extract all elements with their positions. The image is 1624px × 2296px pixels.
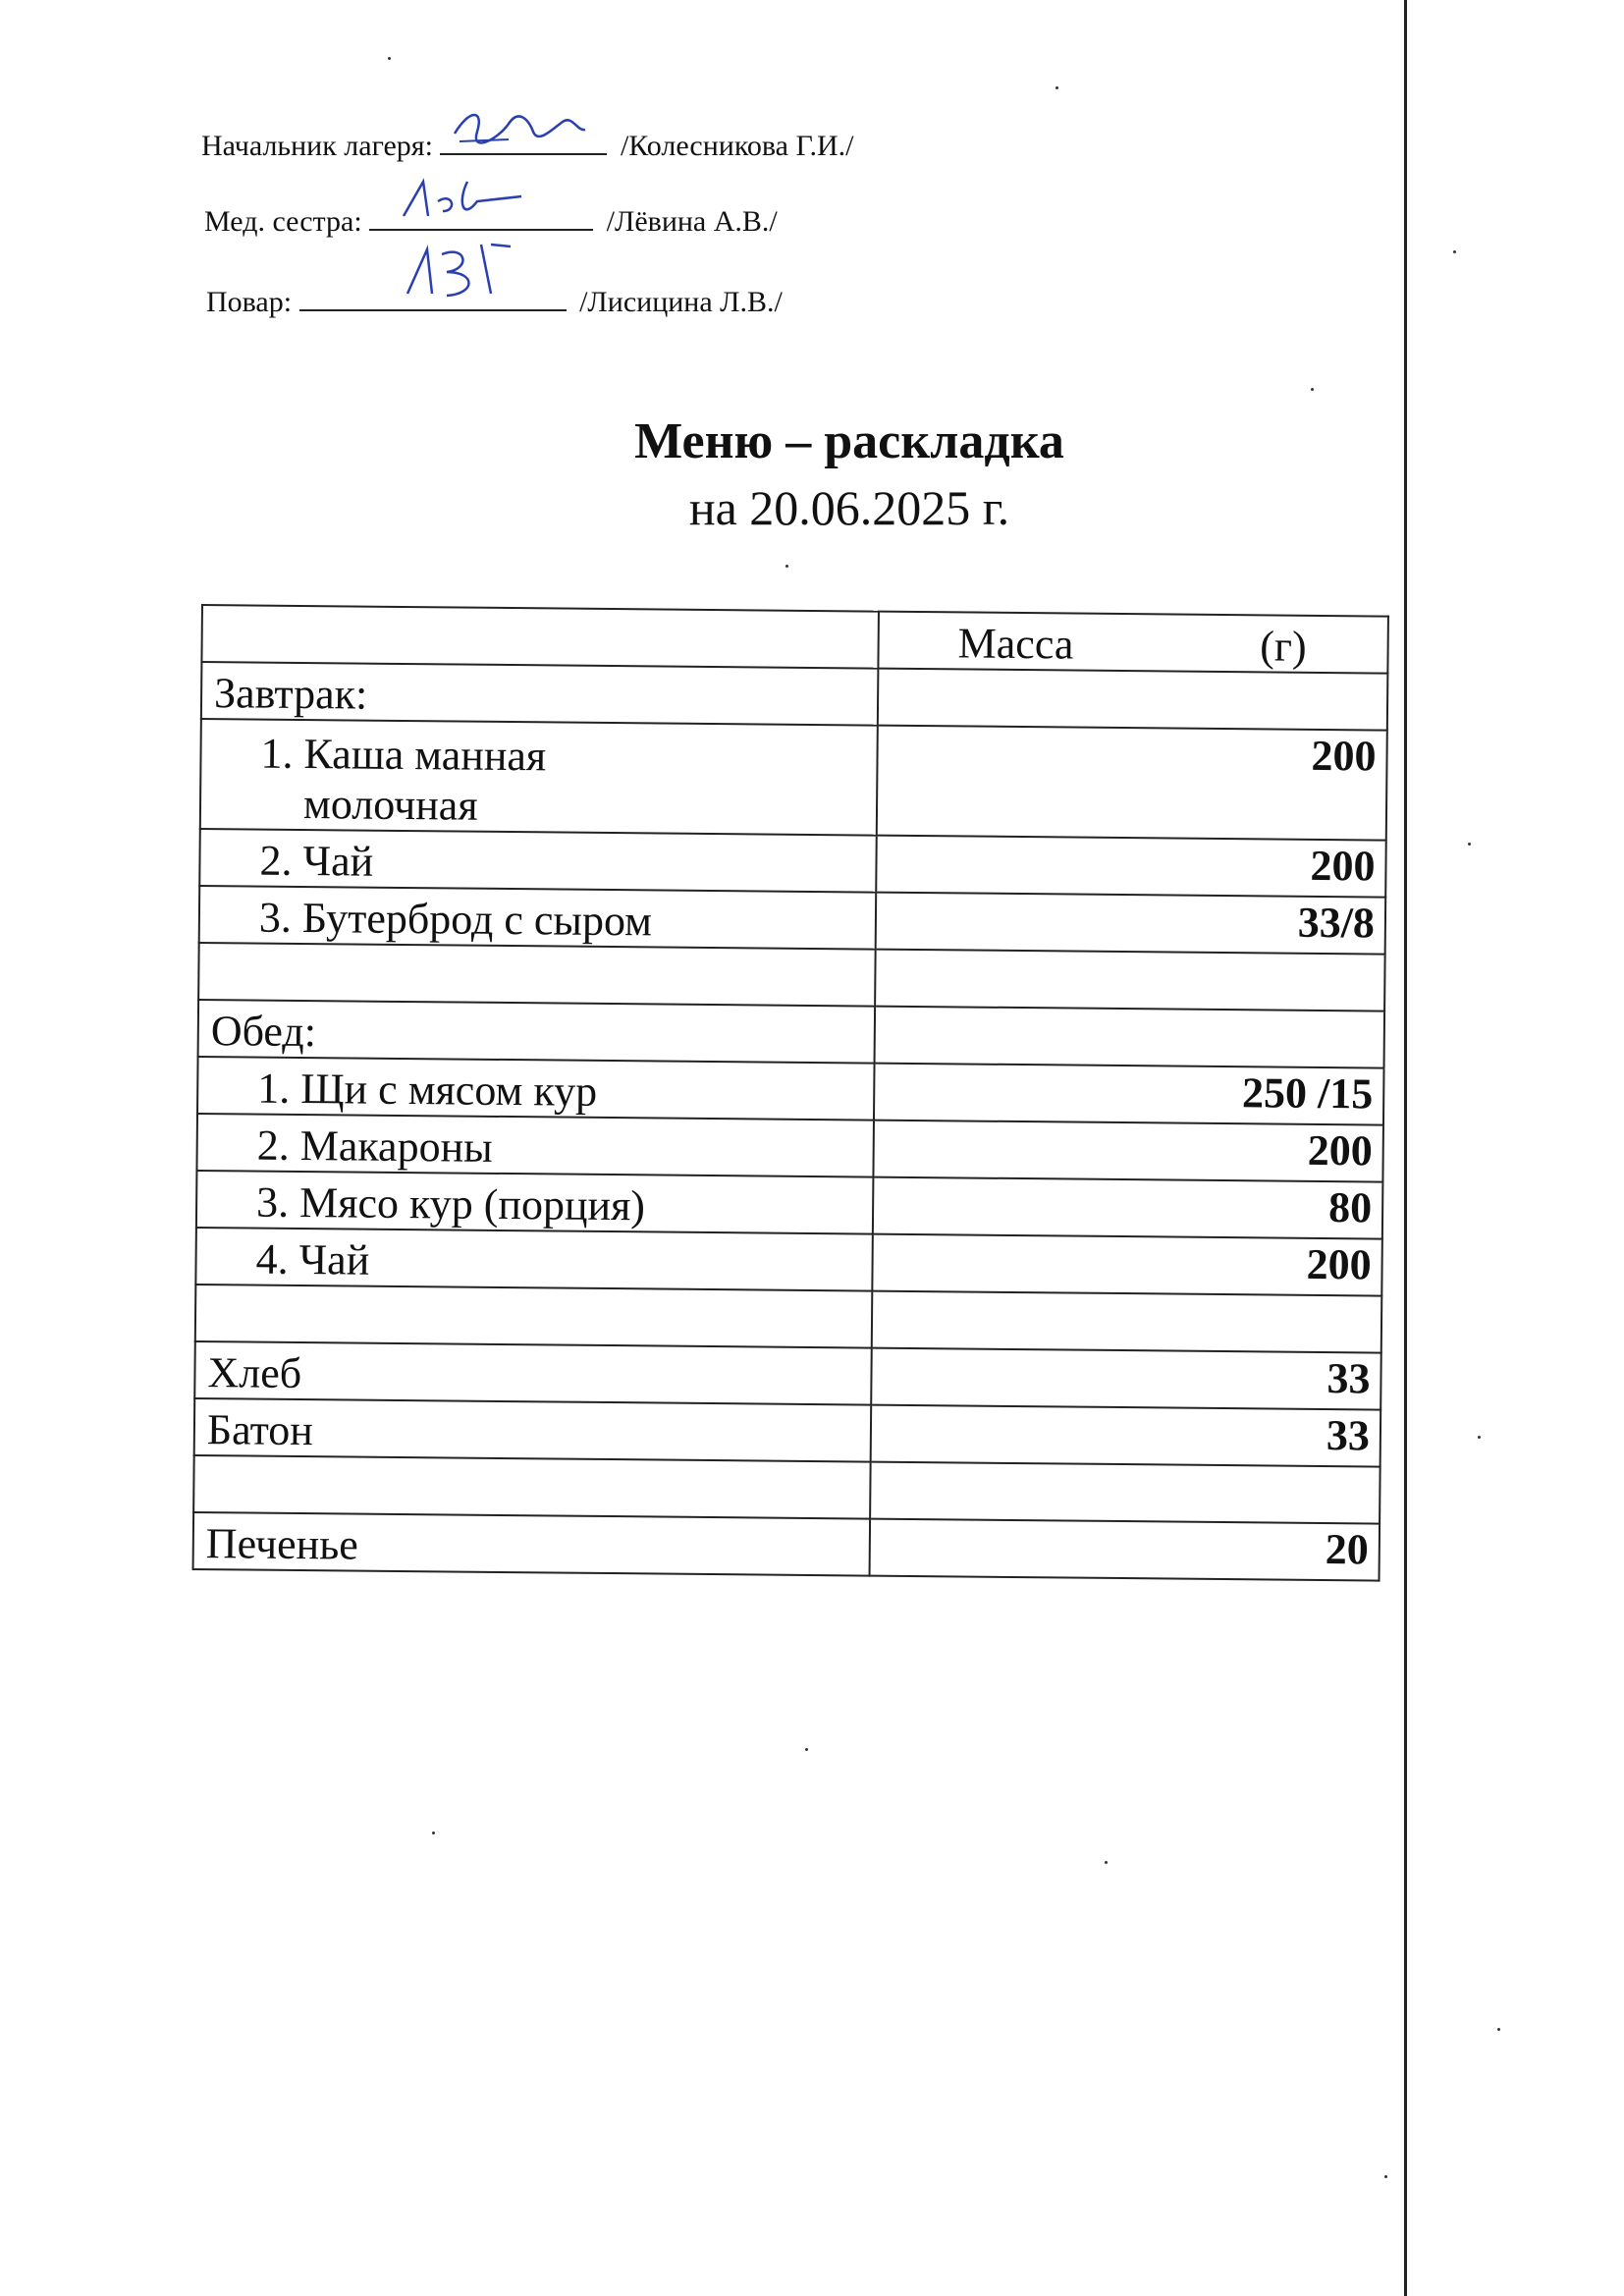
scan-speck — [388, 57, 391, 60]
mass-cell — [875, 1007, 1385, 1068]
item-number: 2. — [256, 1121, 290, 1170]
signature-name: /Колесникова Г.И./ — [620, 130, 854, 162]
handwritten-signature — [399, 172, 526, 226]
signature-line-cook — [206, 282, 783, 319]
menu-item-name — [199, 829, 877, 893]
page-edge-line — [1404, 0, 1407, 2296]
section-label-lunch: Обед: — [198, 1000, 876, 1064]
handwritten-signature — [450, 104, 587, 153]
menu-item-name — [196, 1171, 874, 1234]
item-number: 1. — [257, 1064, 291, 1113]
item-name: Щи с мясом кур — [300, 1064, 598, 1116]
handwritten-signature — [398, 235, 515, 303]
item-name: Каша манная — [303, 730, 547, 781]
scan-speck — [1384, 2175, 1387, 2178]
mass-value: 33/8 — [876, 893, 1386, 955]
empty-cell — [870, 1462, 1380, 1524]
extra-item-name: Хлеб — [194, 1341, 872, 1405]
empty-cell — [872, 1291, 1382, 1353]
mass-value: 20 — [870, 1519, 1380, 1581]
mass-value: 200 — [872, 1234, 1382, 1296]
header-unit-label: (г) — [1260, 622, 1307, 671]
item-name: Мясо кур (порция) — [298, 1177, 646, 1230]
menu-item-name — [197, 1057, 875, 1121]
item-name-continued: молочная — [302, 780, 478, 830]
scan-speck — [1468, 843, 1471, 846]
mass-value: 200 — [873, 1121, 1383, 1182]
mass-value: 250 /15 — [874, 1064, 1384, 1125]
empty-cell — [193, 1455, 871, 1519]
dessert-item-name: Печенье — [193, 1512, 871, 1576]
mass-value: 33 — [871, 1348, 1381, 1410]
mass-value: 80 — [873, 1177, 1383, 1239]
signature-role: Начальник лагеря: — [201, 130, 433, 162]
item-number: 1. — [260, 729, 294, 778]
table-row — [193, 1512, 1380, 1581]
menu-item-name — [196, 1114, 874, 1177]
signature-line-nurse — [204, 201, 778, 239]
item-name: Чай — [298, 1234, 370, 1285]
signature-blank — [369, 201, 593, 231]
document-title: Меню – раскладка — [634, 413, 1064, 469]
menu-table — [192, 604, 1389, 1582]
scan-speck — [1056, 86, 1058, 89]
scan-speck — [1497, 2028, 1500, 2031]
scan-speck — [1478, 1436, 1481, 1439]
header-mass-label: Масса — [957, 619, 1074, 669]
item-number: 3. — [255, 1177, 290, 1227]
scan-speck — [805, 1748, 808, 1751]
item-number: 3. — [258, 893, 293, 942]
document-date: на 20.06.2025 г. — [688, 480, 1010, 535]
header-mass-cell — [878, 612, 1388, 674]
menu-item-name — [200, 719, 878, 836]
empty-cell — [875, 950, 1385, 1011]
extra-item-name: Батон — [194, 1398, 872, 1462]
item-number: 4. — [255, 1234, 289, 1284]
item-number: 2. — [259, 836, 293, 885]
table-row — [200, 719, 1387, 841]
mass-cell — [878, 669, 1388, 731]
section-label-breakfast: Завтрак: — [201, 662, 879, 726]
signature-name: /Лисицина Л.В./ — [579, 286, 783, 318]
menu-item-name — [195, 1228, 873, 1291]
item-name: Макароны — [299, 1121, 493, 1172]
empty-cell — [198, 943, 876, 1007]
signature-role: Мед. сестра: — [204, 205, 362, 238]
signature-blank — [299, 282, 567, 311]
item-name: Бутерброд с сыром — [301, 894, 653, 946]
item-name: Чай — [302, 837, 374, 886]
scan-speck — [1453, 250, 1456, 253]
signature-role: Повар: — [206, 286, 293, 318]
scan-speck — [1105, 1861, 1108, 1864]
header-empty-cell — [201, 605, 879, 669]
empty-cell — [195, 1285, 873, 1348]
menu-item-name — [199, 886, 877, 950]
mass-value: 200 — [876, 836, 1386, 898]
scan-speck — [432, 1831, 435, 1834]
scan-speck — [1311, 388, 1314, 391]
mass-value: 33 — [871, 1405, 1381, 1467]
signature-blank — [440, 126, 607, 155]
signature-name: /Лёвина А.В./ — [606, 205, 778, 238]
mass-value: 200 — [877, 726, 1387, 841]
scan-speck — [785, 565, 788, 568]
signature-line-head — [201, 126, 853, 163]
